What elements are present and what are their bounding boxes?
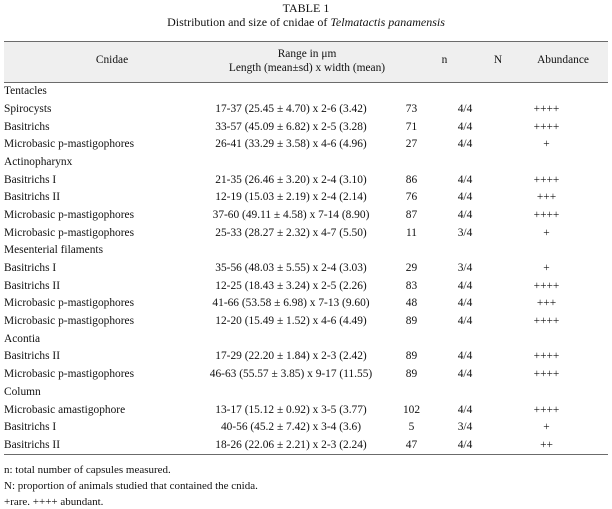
N-cell: 4/4 <box>457 403 473 416</box>
N-cell: 4/4 <box>457 102 473 115</box>
cnida-name: Microbasic p-mastigophores <box>4 297 135 310</box>
N-cell: 4/4 <box>457 208 473 221</box>
table-title-block <box>0 0 612 30</box>
abundance-cell: ++ <box>540 438 553 451</box>
header-abundance: Abundance <box>537 54 589 66</box>
table-row <box>4 260 608 278</box>
abundance-cell: +++ <box>536 191 557 204</box>
bottom-rule <box>4 454 608 455</box>
n-cell: 86 <box>405 173 418 186</box>
range-cell: 18-26 (22.06 ± 2.21) x 2-3 (2.24) <box>215 438 367 451</box>
cnida-name: Basitrichs II <box>4 279 60 292</box>
N-cell: 3/4 <box>457 421 473 434</box>
table-row <box>4 278 608 296</box>
table-row <box>4 101 608 119</box>
range-cell: 41-66 (53.58 ± 6.98) x 7-13 (9.60) <box>212 297 370 310</box>
table-number: TABLE 1 <box>282 1 330 15</box>
section-name: Column <box>4 385 41 398</box>
n-cell: 87 <box>405 208 418 221</box>
range-cell: 25-33 (28.27 ± 2.32) x 4-7 (5.50) <box>215 226 367 239</box>
table-caption <box>0 15 612 30</box>
n-cell: 89 <box>405 315 418 328</box>
cnida-name: Microbasic p-mastigophores <box>4 226 135 239</box>
header-N: N <box>493 54 503 66</box>
range-cell: 37-60 (49.11 ± 4.58) x 7-14 (8.90) <box>212 208 370 221</box>
cnida-name: Basitrichs II <box>4 191 60 204</box>
range-cell: 17-37 (25.45 ± 4.70) x 2-6 (3.42) <box>215 102 367 115</box>
n-cell: 89 <box>405 368 418 381</box>
N-cell: 4/4 <box>457 120 473 133</box>
n-cell: 27 <box>405 138 418 151</box>
section-name: Tentacles <box>4 85 47 98</box>
abundance-cell: ++++ <box>533 315 560 328</box>
range-cell: 40-56 (45.2 ± 7.42) x 3-4 (3.6) <box>220 421 362 434</box>
N-cell: 3/4 <box>457 262 473 275</box>
abundance-cell: ++++ <box>533 350 560 363</box>
cnida-name: Basitrichs I <box>4 421 57 434</box>
N-cell: 4/4 <box>457 191 473 204</box>
N-cell: 4/4 <box>457 279 473 292</box>
cnida-name: Microbasic p-mastigophores <box>4 138 135 151</box>
cnida-name: Microbasic p-mastigophores <box>4 315 135 328</box>
table-row <box>4 189 608 207</box>
n-cell: 89 <box>405 350 418 363</box>
n-cell: 11 <box>406 226 417 239</box>
range-cell: 21-35 (26.46 ± 3.20) x 2-4 (3.10) <box>215 173 367 186</box>
abundance-cell: + <box>543 421 550 434</box>
N-cell: 4/4 <box>457 350 473 363</box>
abundance-cell: ++++ <box>533 208 560 221</box>
range-cell: 26-41 (33.29 ± 3.58) x 4-6 (4.96) <box>215 138 367 151</box>
cnida-name: Basitrichs II <box>4 350 60 363</box>
cnida-name: Basitrichs <box>4 120 50 133</box>
abundance-cell: ++++ <box>533 403 560 416</box>
table-row <box>4 225 608 243</box>
table-row <box>4 366 608 384</box>
cnida-name: Microbasic p-mastigophores <box>4 368 135 381</box>
footnote-abundance: +rare. ++++ abundant. <box>4 496 104 508</box>
abundance-cell: + <box>543 262 550 275</box>
cnida-name: Microbasic p-mastigophores <box>4 208 135 221</box>
n-cell: 73 <box>405 102 418 115</box>
header-row <box>4 42 608 82</box>
N-cell: 4/4 <box>457 173 473 186</box>
section-name: Actinopharynx <box>4 155 73 168</box>
n-cell: 5 <box>408 421 415 434</box>
N-cell: 4/4 <box>457 315 473 328</box>
abundance-cell: ++++ <box>533 368 560 381</box>
abundance-cell: ++++ <box>533 120 560 133</box>
section-row <box>4 242 608 260</box>
caption-species: Telmatactis panamensis <box>330 15 445 29</box>
table-row <box>4 437 608 455</box>
table-row <box>4 295 608 313</box>
n-cell: 29 <box>405 262 418 275</box>
table-row <box>4 136 608 154</box>
abundance-cell: ++++ <box>533 279 560 292</box>
range-cell: 35-56 (48.03 ± 5.55) x 2-4 (3.03) <box>215 262 367 275</box>
N-cell: 4/4 <box>457 138 473 151</box>
footnote-N: N: proportion of animals studied that contained the cnida. <box>4 480 258 492</box>
header-n: n <box>441 54 448 66</box>
section-row <box>4 384 608 402</box>
cnida-name: Basitrichs I <box>4 173 57 186</box>
table-row <box>4 171 608 189</box>
cnida-name: Basitrichs I <box>4 262 57 275</box>
N-cell: 4/4 <box>457 438 473 451</box>
range-cell: 13-17 (15.12 ± 0.92) x 3-5 (3.77) <box>215 403 367 416</box>
header-range <box>200 47 414 75</box>
N-cell: 3/4 <box>457 226 473 239</box>
n-cell: 48 <box>405 297 418 310</box>
cnida-name: Microbasic amastigophore <box>4 403 126 416</box>
n-cell: 71 <box>405 120 418 133</box>
section-name: Mesenterial filaments <box>4 244 104 257</box>
N-cell: 4/4 <box>457 368 473 381</box>
section-row <box>4 154 608 172</box>
caption-prefix: Distribution and size of cnidae of <box>167 15 331 29</box>
cnidae-table <box>4 83 608 454</box>
abundance-cell: ++++ <box>533 102 560 115</box>
header-range-line2: Length (mean±sd) x width (mean) <box>228 62 386 74</box>
abundance-cell: ++++ <box>533 173 560 186</box>
section-row <box>4 83 608 101</box>
header-cnidae: Cnidae <box>95 54 129 66</box>
range-cell: 12-25 (18.43 ± 3.24) x 2-5 (2.26) <box>215 279 367 292</box>
cnida-name: Spirocysts <box>4 102 52 115</box>
table-row <box>4 118 608 136</box>
table-row <box>4 419 608 437</box>
range-cell: 46-63 (55.57 ± 3.85) x 9-17 (11.55) <box>209 368 373 381</box>
range-cell: 33-57 (45.09 ± 6.82) x 2-5 (3.28) <box>215 120 367 133</box>
table-row <box>4 207 608 225</box>
section-name: Acontia <box>4 332 41 345</box>
table-row <box>4 401 608 419</box>
range-cell: 12-20 (15.49 ± 1.52) x 4-6 (4.49) <box>215 315 367 328</box>
table-row <box>4 313 608 331</box>
table-row <box>4 348 608 366</box>
header-range-line1: Range in μm <box>277 48 337 60</box>
footnote-n: n: total number of capsules measured. <box>4 464 171 476</box>
N-cell: 4/4 <box>457 297 473 310</box>
abundance-cell: +++ <box>536 297 557 310</box>
n-cell: 76 <box>405 191 418 204</box>
abundance-cell: + <box>543 138 550 151</box>
section-row <box>4 331 608 349</box>
range-cell: 12-19 (15.03 ± 2.19) x 2-4 (2.14) <box>215 191 367 204</box>
range-cell: 17-29 (22.20 ± 1.84) x 2-3 (2.42) <box>215 350 367 363</box>
n-cell: 47 <box>405 438 418 451</box>
cnida-name: Basitrichs II <box>4 438 60 451</box>
n-cell: 102 <box>402 403 421 416</box>
abundance-cell: + <box>543 226 550 239</box>
n-cell: 83 <box>405 279 418 292</box>
